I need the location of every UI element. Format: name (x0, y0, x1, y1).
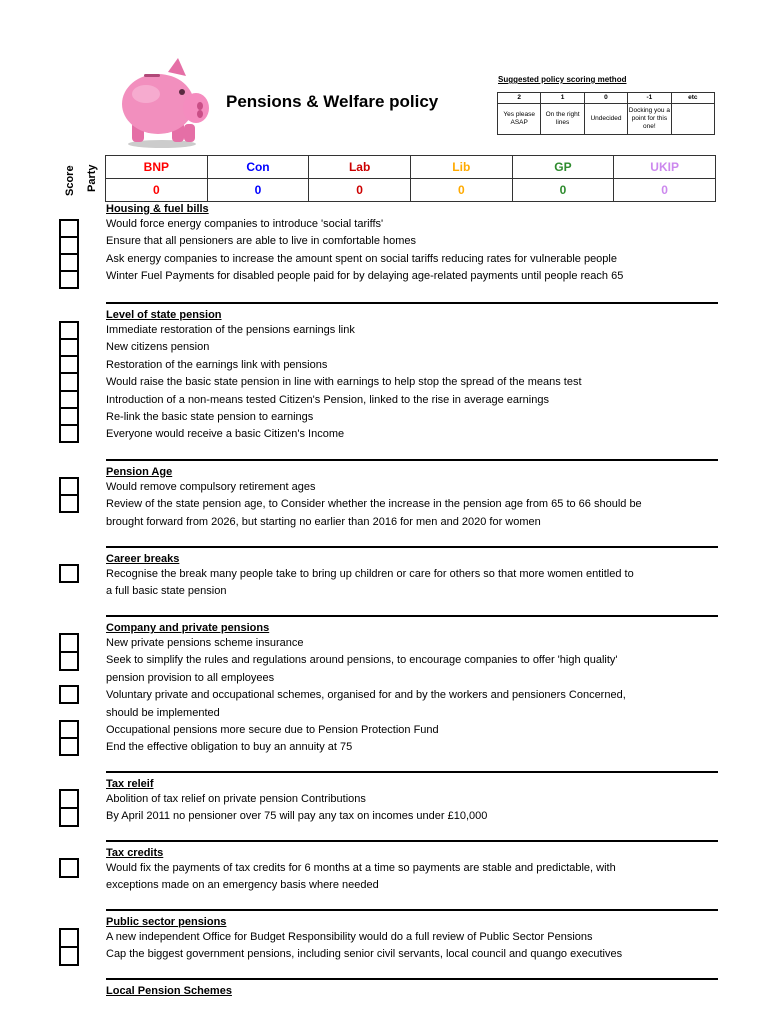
policy-item: New citizens pension (106, 341, 210, 354)
score-box-group (59, 928, 79, 966)
score-checkbox[interactable] (61, 653, 77, 669)
policy-item: Occupational pensions more secure due to Pension Protection Fund (106, 724, 439, 737)
policy-item: Restoration of the earnings link with pensions (106, 358, 328, 371)
score-label: Score (64, 165, 76, 196)
section-heading: Company and private pensions (106, 622, 270, 634)
score-checkbox[interactable] (61, 479, 77, 496)
score-checkbox[interactable] (61, 809, 77, 825)
section-level-of-state-pension (106, 302, 718, 444)
policy-item: Everyone would receive a basic Citizen's Income (106, 428, 345, 441)
score-box-group (59, 789, 79, 827)
score-checkbox[interactable] (61, 357, 77, 374)
score-checkbox[interactable] (61, 566, 77, 581)
scoring-value: -1 (628, 93, 671, 104)
policy-item: should be implemented (106, 706, 220, 719)
party-name-row (106, 156, 716, 179)
section-heading: Tax releif (106, 778, 154, 790)
policy-item: Abolition of tax relief on private pension Contributions (106, 793, 366, 805)
section-pension-age (106, 459, 718, 531)
party-name: Lib (410, 156, 512, 179)
scoring-description: On the right lines (541, 104, 584, 135)
party-name: BNP (106, 156, 208, 179)
party-score: 0 (410, 179, 512, 202)
policy-item: Would raise the basic state pension in line with earnings to help stop the spread of the means test (106, 376, 582, 389)
score-checkbox[interactable] (61, 739, 77, 754)
section-heading: Public sector pensions (106, 916, 227, 928)
score-checkbox[interactable] (61, 791, 77, 809)
score-checkbox[interactable] (61, 272, 77, 287)
policy-item: New private pensions scheme insurance (106, 637, 304, 649)
policy-item: Voluntary private and occupational schemes, organised for and by the workers and pensioners Concerned, (106, 689, 626, 702)
policy-item: brought forward from 2026, but starting no earlier than 2016 for men and 2020 for women (106, 515, 541, 528)
score-checkbox[interactable] (61, 374, 77, 391)
policy-item: exceptions made on an emergency basis where needed (106, 879, 379, 892)
scoring-description: Yes please ASAP (498, 104, 541, 135)
party-score: 0 (309, 179, 411, 202)
page-title: Pensions & Welfare policy (226, 92, 439, 111)
score-box-group (59, 720, 79, 756)
section-public-sector-pensions (106, 909, 718, 964)
policy-item: Ask energy companies to increase the amount spent on social tariffs reducing rates for vulnerable people (106, 252, 617, 265)
party-label: Party (86, 164, 98, 192)
party-name: Con (207, 156, 309, 179)
score-box-group (59, 564, 79, 583)
party-name: GP (512, 156, 614, 179)
policy-item: Seek to simplify the rules and regulations around pensions, to encourage companies to offer 'high quality' (106, 654, 618, 667)
score-box-group (59, 858, 79, 878)
section-housing-fuel-bills (106, 198, 718, 286)
score-checkbox[interactable] (61, 221, 77, 238)
score-checkbox[interactable] (61, 392, 77, 409)
score-checkbox[interactable] (61, 409, 77, 426)
scoring-value: etc (671, 93, 714, 104)
policy-item: Ensure that all pensioners are able to live in comfortable homes (106, 235, 417, 248)
scoring-value: 2 (498, 93, 541, 104)
score-checkbox[interactable] (61, 687, 77, 702)
scoring-description: Undecided (584, 104, 627, 135)
section-heading: Pension Age (106, 466, 173, 478)
section-heading: Tax credits (106, 847, 164, 859)
score-checkbox[interactable] (61, 340, 77, 357)
policy-item: Recognise the break many people take to bring up children or care for others so that more women entitled to (106, 568, 634, 580)
policy-item: Immediate restoration of the pensions earnings link (106, 324, 355, 336)
scoring-method-title: Suggested policy scoring method (498, 75, 627, 84)
score-checkbox[interactable] (61, 635, 77, 653)
policy-item: Would remove compulsory retirement ages (106, 481, 316, 493)
policy-item: pension provision to all employees (106, 671, 275, 684)
scoring-method-table (497, 92, 715, 135)
policy-item: Re-link the basic state pension to earnings (106, 411, 314, 424)
score-checkbox[interactable] (61, 238, 77, 255)
section-local-pension-schemes (106, 978, 718, 998)
section-heading: Local Pension Schemes (106, 985, 232, 997)
score-checkbox[interactable] (61, 948, 77, 964)
score-box-group (59, 477, 79, 513)
policy-item: Introduction of a non-means tested Citizen's Pension, linked to the rise in average earnings (106, 393, 549, 406)
section-tax-credits (106, 840, 718, 895)
section-heading: Level of state pension (106, 309, 222, 321)
score-checkbox[interactable] (61, 930, 77, 948)
score-box-group (59, 219, 79, 289)
section-career-breaks (106, 546, 718, 601)
section-heading: Housing & fuel bills (106, 203, 209, 215)
policy-item: a full basic state pension (106, 585, 227, 598)
policy-item: Would fix the payments of tax credits for 6 months at a time so payments are stable and predictable, with (106, 862, 616, 874)
score-checkbox[interactable] (61, 426, 77, 441)
score-checkbox[interactable] (61, 722, 77, 739)
scoring-value: 1 (541, 93, 584, 104)
policy-item: Cap the biggest government pensions, including senior civil servants, local council and quango executives (106, 948, 623, 961)
policy-item: Winter Fuel Payments for disabled people paid for by delaying age-related payments until people reach 65 (106, 270, 624, 283)
party-score: 0 (106, 179, 208, 202)
party-name: UKIP (614, 156, 716, 179)
scoring-description (671, 104, 714, 135)
party-score: 0 (207, 179, 309, 202)
section-company-private-pensions (106, 615, 718, 757)
score-box-group (59, 321, 79, 443)
party-score-table (105, 155, 716, 202)
score-box-group (59, 633, 79, 671)
score-box-group (59, 685, 79, 704)
score-checkbox[interactable] (61, 255, 77, 272)
party-score: 0 (512, 179, 614, 202)
score-checkbox[interactable] (61, 323, 77, 340)
policy-item: End the effective obligation to buy an annuity at 75 (106, 741, 353, 754)
party-score: 0 (614, 179, 716, 202)
scoring-value: 0 (584, 93, 627, 104)
policy-item: Would force energy companies to introduce 'social tariffs' (106, 218, 384, 230)
piggy-bank-icon (112, 56, 212, 148)
policy-item: A new independent Office for Budget Responsibility would do a full review of Public Sector Pensions (106, 931, 593, 943)
score-checkbox[interactable] (61, 860, 77, 876)
section-tax-relief (106, 771, 718, 826)
policy-item: Review of the state pension age, to Consider whether the increase in the pension age from 65 to 66 should be (106, 498, 642, 511)
policy-item: By April 2011 no pensioner over 75 will pay any tax on incomes under £10,000 (106, 810, 488, 823)
section-heading: Career breaks (106, 553, 180, 565)
party-name: Lab (309, 156, 411, 179)
scoring-description: Docking you a point for this one! (628, 104, 671, 135)
score-checkbox[interactable] (61, 496, 77, 511)
